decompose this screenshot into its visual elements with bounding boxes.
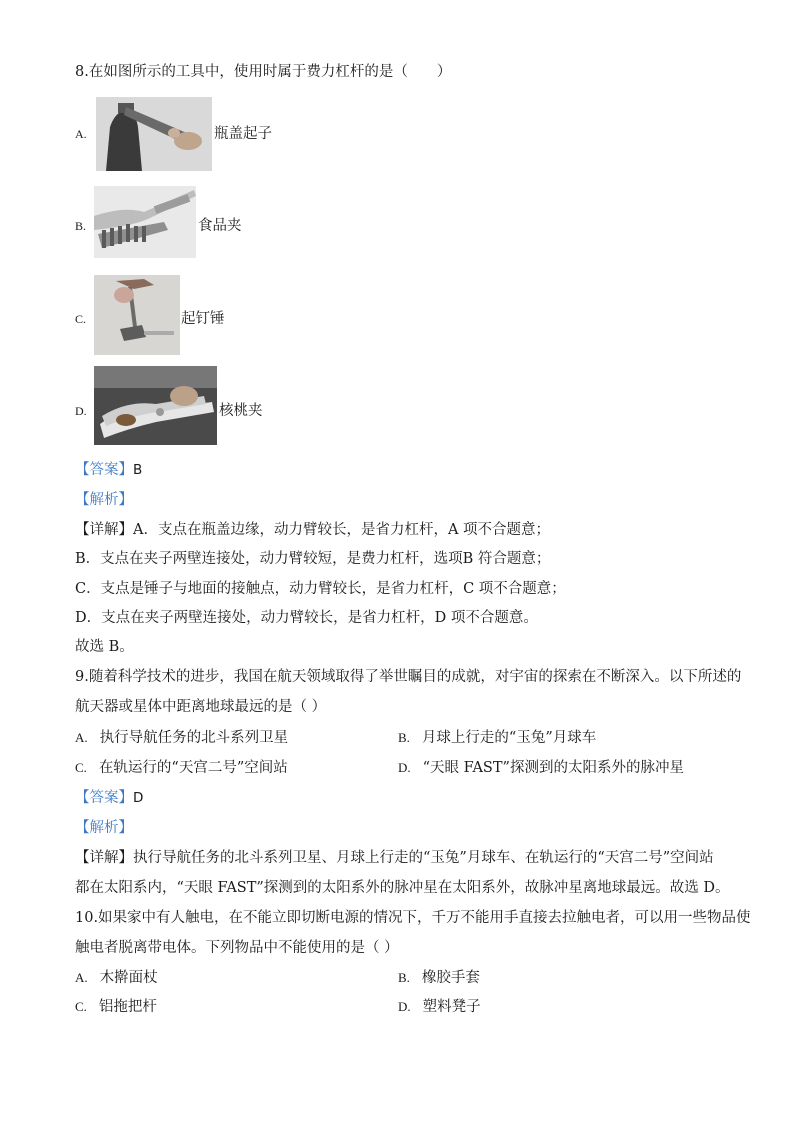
option-letter: D. xyxy=(398,999,411,1014)
detail-text: A．支点在瓶盖边缘，动力臂较长，是省力杠杆，A 项不合题意； xyxy=(133,522,551,538)
option-letter: A. xyxy=(75,730,88,745)
q9-option-c xyxy=(75,758,288,778)
q10-option-b xyxy=(398,968,480,988)
question-8-stem: 8.在如图所示的工具中，使用时属于费力杠杆的是（ ） xyxy=(75,64,452,80)
option-letter: B. xyxy=(398,970,410,985)
option-text: 橡胶手套 xyxy=(421,970,480,986)
answer-value: D xyxy=(133,790,144,806)
q9-analysis-tag: 【解析】 xyxy=(75,820,133,836)
q10-option-d xyxy=(398,997,481,1017)
nutcracker-photo xyxy=(94,366,217,445)
q9-detail-line-2: 都在太阳系内，“天眼 FAST”探测到的太阳系外的脉冲星在太阳系外，故脉冲星离地球最远。故选 D。 xyxy=(75,880,730,896)
q8-analysis-tag: 【解析】 xyxy=(75,492,133,508)
option-text: “天眼 FAST”探测到的太阳系外的脉冲星 xyxy=(422,760,684,776)
option-text: 执行导航任务的北斗系列卫星 xyxy=(99,730,289,746)
q8-option-c-letter: C. xyxy=(75,312,87,326)
q8-option-a-label: 瓶盖起子 xyxy=(214,126,272,142)
answer-value: B xyxy=(133,462,143,478)
q8-option-b-letter: B. xyxy=(75,219,87,233)
option-text: 铝拖把杆 xyxy=(98,999,157,1015)
option-text: 在轨运行的“天宫二号”空间站 xyxy=(98,760,288,776)
question-9-stem-line-2: 航天器或星体中距离地球最远的是（ ） xyxy=(75,699,327,715)
detail-tag: 【详解】 xyxy=(75,522,133,538)
claw-hammer-photo xyxy=(94,275,180,355)
food-tongs-photo xyxy=(94,186,196,258)
detail-text: 执行导航任务的北斗系列卫星、月球上行走的“玉兔”月球车、在轨运行的“天宫二号”空间站 xyxy=(133,850,714,866)
q8-answer xyxy=(75,460,142,480)
option-letter: C. xyxy=(75,760,87,775)
q8-detail-line-3: C．支点是锤子与地面的接触点，动力臂较长，是省力杠杆，C 项不合题意； xyxy=(75,581,566,597)
option-letter: D. xyxy=(398,760,411,775)
q9-option-a xyxy=(75,728,288,748)
q10-option-c xyxy=(75,997,157,1017)
q8-option-d-letter: D. xyxy=(75,404,87,418)
option-text: 木擀面杖 xyxy=(99,970,158,986)
option-letter: B. xyxy=(398,730,410,745)
answer-tag: 【答案】 xyxy=(75,790,133,806)
q8-option-d-label: 核桃夹 xyxy=(219,403,263,419)
q8-detail-line-2: B．支点在夹子两壁连接处，动力臂较短，是费力杠杆，选项B 符合题意； xyxy=(75,551,551,567)
q9-answer xyxy=(75,788,143,808)
question-10-stem-line-2: 触电者脱离带电体。下列物品中不能使用的是（ ） xyxy=(75,940,399,956)
q10-option-a xyxy=(75,968,158,988)
q8-detail-line-4: D．支点在夹子两壁连接处，动力臂较长，是省力杠杆，D 项不合题意。 xyxy=(75,610,538,626)
option-letter: C. xyxy=(75,999,87,1014)
q8-option-b-label: 食品夹 xyxy=(198,218,242,234)
detail-tag: 【详解】 xyxy=(75,850,133,866)
question-10-stem-line-1: 10.如果家中有人触电，在不能立即切断电源的情况下，千万不能用手直接去拉触电者，可以用一些物品使 xyxy=(75,910,751,926)
q8-option-c-label: 起钉锤 xyxy=(181,311,225,327)
q8-detail-line-1 xyxy=(75,520,550,540)
q8-conclusion: 故选 B。 xyxy=(75,639,134,655)
q9-option-d xyxy=(398,758,684,778)
option-letter: A. xyxy=(75,970,88,985)
option-text: 月球上行走的“玉兔”月球车 xyxy=(421,730,597,746)
bottle-opener-photo xyxy=(96,97,212,171)
q9-option-b xyxy=(398,728,596,748)
option-text: 塑料凳子 xyxy=(422,999,481,1015)
question-9-stem-line-1: 9.随着科学技术的进步，我国在航天领域取得了举世瞩目的成就，对宇宙的探索在不断深入。以下所述的 xyxy=(75,669,742,685)
q8-option-a-letter: A. xyxy=(75,127,87,141)
answer-tag: 【答案】 xyxy=(75,462,133,478)
q9-detail-line-1 xyxy=(75,848,714,868)
